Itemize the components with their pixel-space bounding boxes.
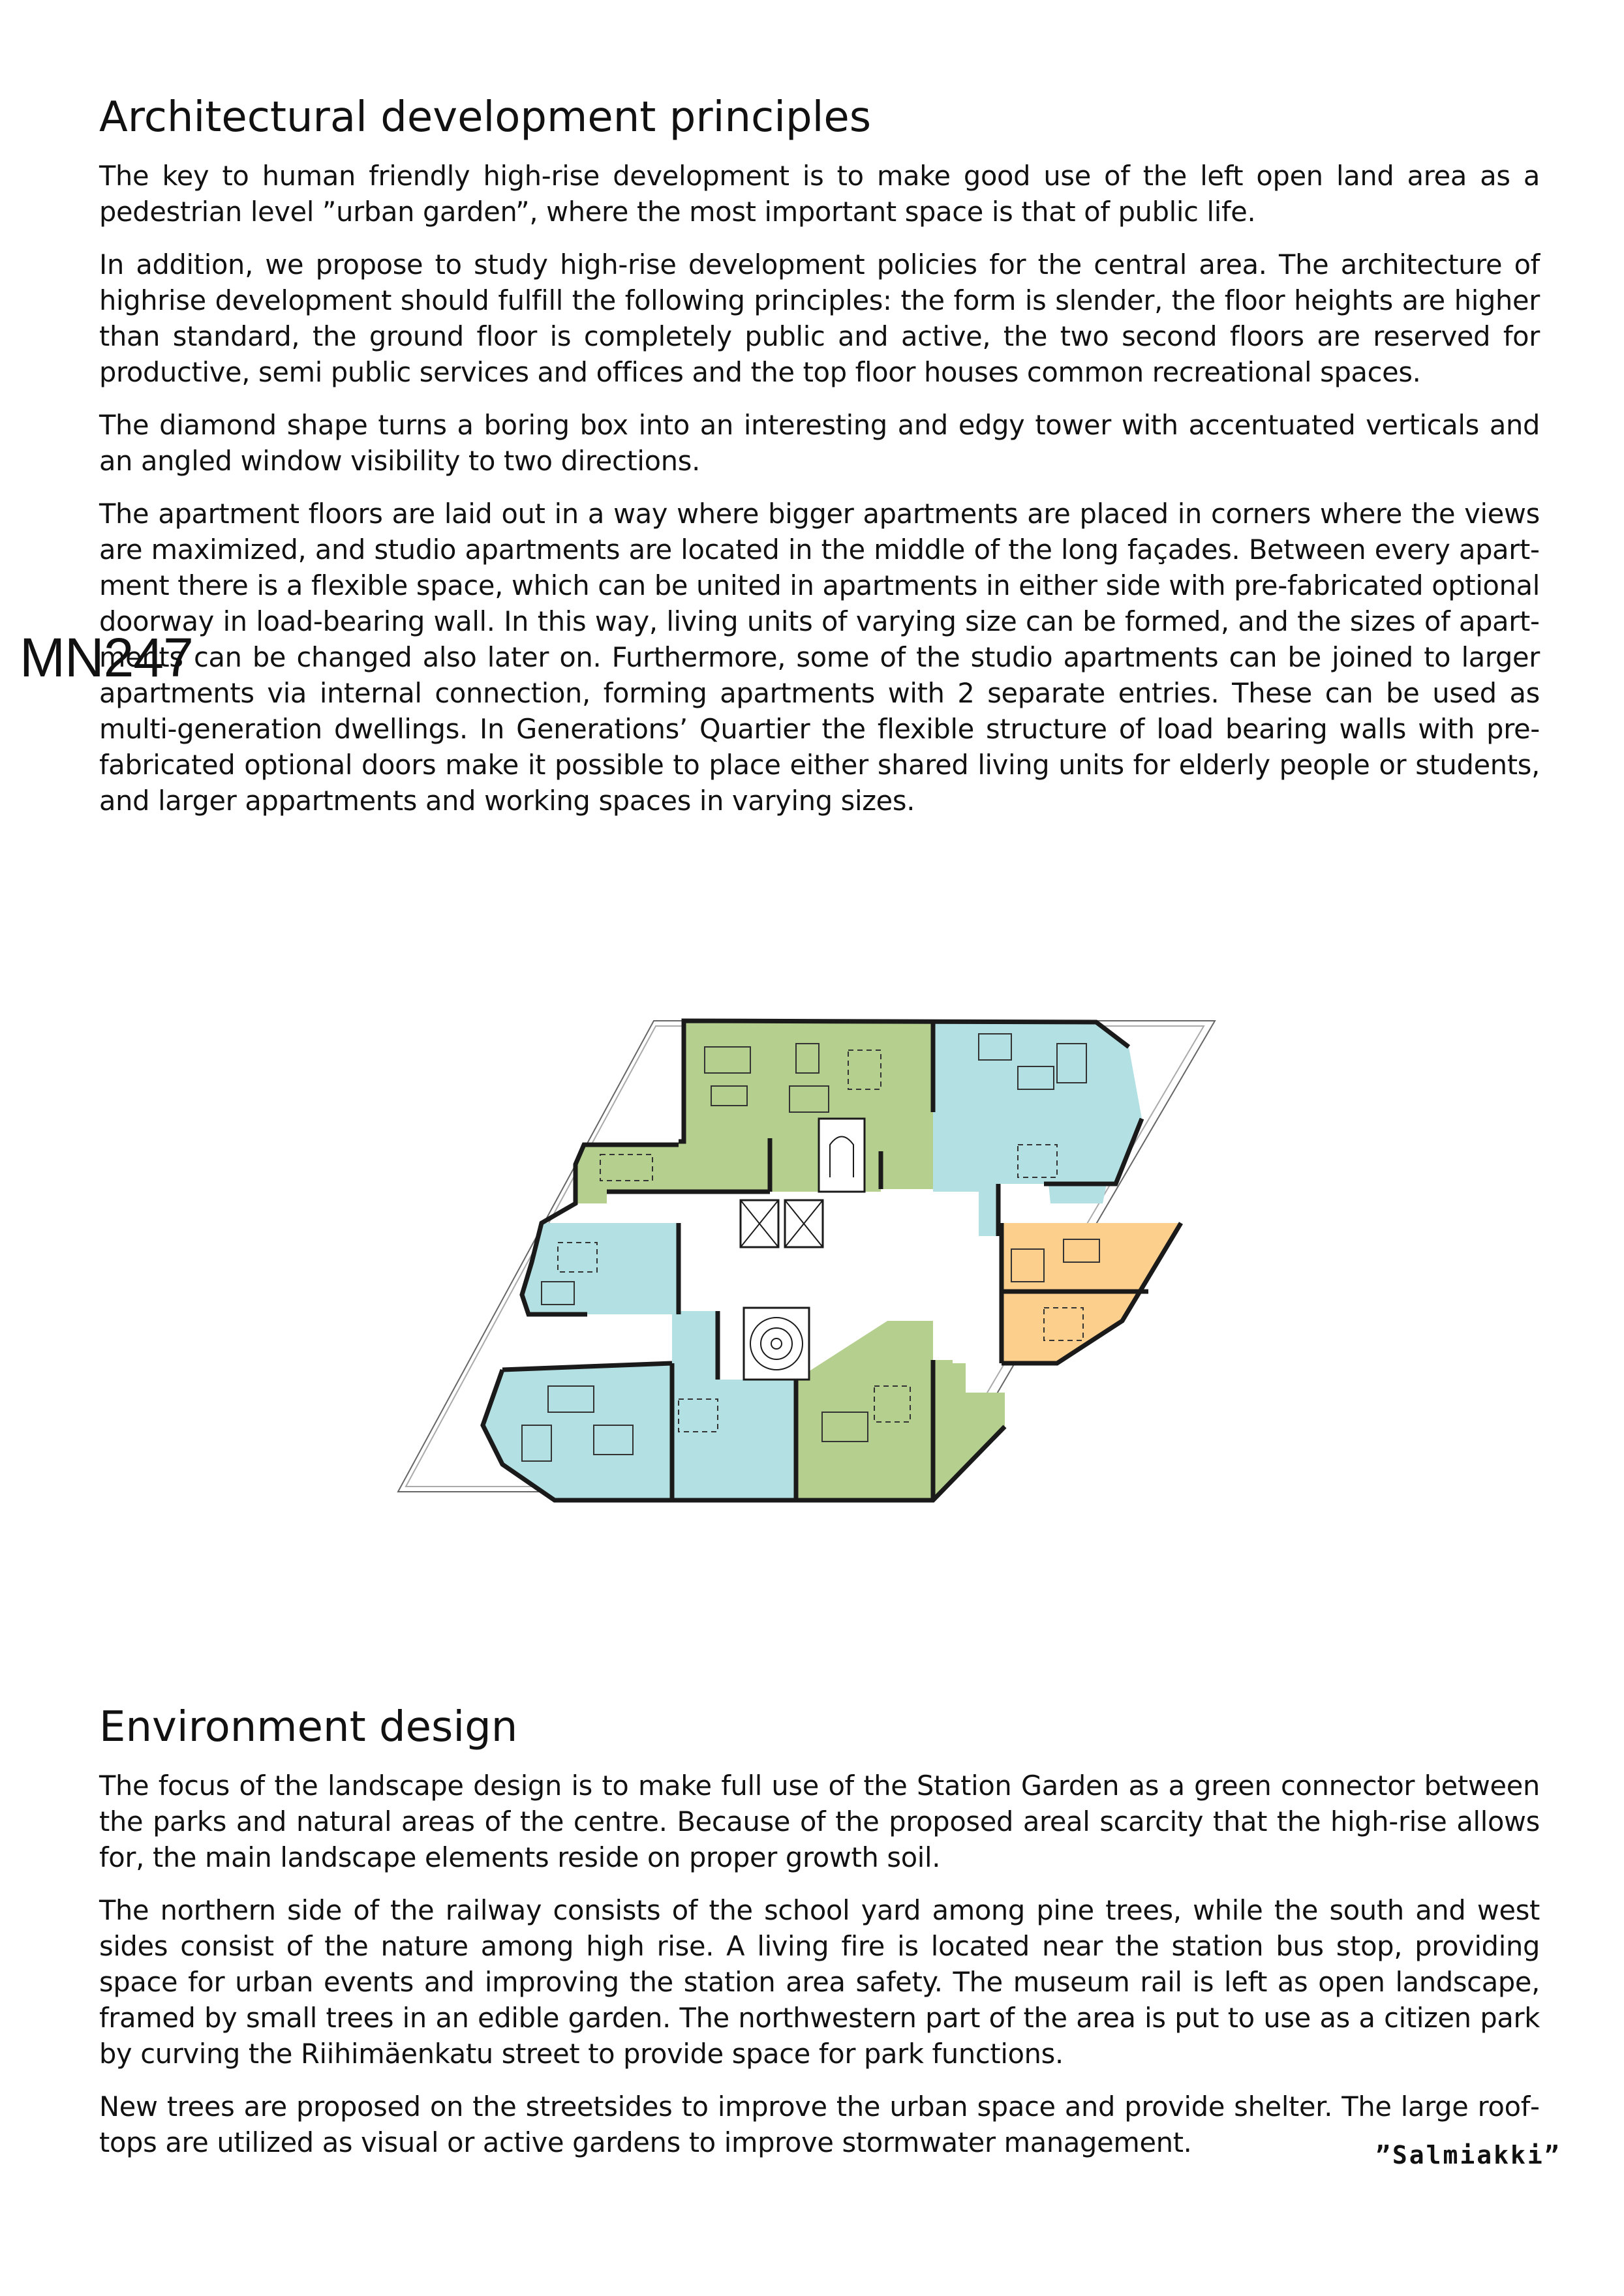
section-heading: Environment design bbox=[99, 1703, 518, 1751]
body-paragraph: The northern side of the railway consists of the school yard among pine trees, while the south and west sides consist of the nature among high rise. A living fire is located near the station bus stop, providing space for urban events and improving the station area safety. The museum rail is left as open landscape, framed by small trees in an edible garden. The northwestern part of the area is put to use as a citizen park by curving the Riihimäenkatu street to provide space for park functions. bbox=[99, 1894, 1540, 2070]
floor-plan-drawing bbox=[391, 1008, 1233, 1503]
entry-code-stamp: MN247 bbox=[20, 627, 193, 688]
body-paragraph: In addition, we propose to study high-rise development policies for the central area. The architecture of highrise development should fulfill the following principles: the form is slender, the floor heights are higher than standard, the ground floor is completely public and active, the two second floors are reserved for productive, semi public services and offices and the top floor houses common recreational spaces. bbox=[99, 249, 1540, 388]
body-paragraph: New trees are proposed on the streetsides to improve the urban space and provide shelter. The large rooftops are utilized as visual or active gardens to improve stormwater management. bbox=[99, 2091, 1540, 2158]
section-heading: Architectural development principles bbox=[99, 93, 872, 142]
section-environment-design bbox=[99, 1701, 1540, 2160]
body-paragraph: The apartment floors are laid out in a way where bigger apartments are placed in corners where the views are maximized, and studio apartments are located in the middle of the long façades. Between every apartment there is a flexible space, which can be united in apartments in either side with pre-fabricated optional doorway in load-bearing wall. In this way, living units of varying size can be formed, and the sizes of apartments can be changed also later on. Furthermore, some of the studio apartments can be joined to larger apartments via internal connection, forming apartments with 2 separate entries. These can be used as multi-generation dwellings. In Generations’ Quartier the flexible structure of load bearing walls with pre-fabricated optional doors make it possible to place either shared living units for elderly people or students, and larger appartments and working spaces in varying sizes. bbox=[99, 498, 1540, 817]
blue-apartment-left bbox=[522, 1223, 685, 1314]
body-paragraph: The key to human friendly high-rise development is to make good use of the left open land area as a pedestrian level ”urban garden”, where the most important space is that of public life. bbox=[99, 160, 1540, 228]
body-paragraph: The focus of the landscape design is to make full use of the Station Garden as a green connector between the parks and natural areas of the centre. Because of the proposed areal scarcity that the high-rise allows for, the main landscape elements reside on proper growth soil. bbox=[99, 1770, 1540, 1873]
project-name-signature: ”Salmiakki” bbox=[1375, 2141, 1561, 2169]
body-paragraph: The diamond shape turns a boring box into an interesting and edgy tower with accentuated verticals and an angled window visibility to two directions. bbox=[99, 409, 1540, 477]
section-architectural-principles bbox=[99, 91, 1540, 819]
